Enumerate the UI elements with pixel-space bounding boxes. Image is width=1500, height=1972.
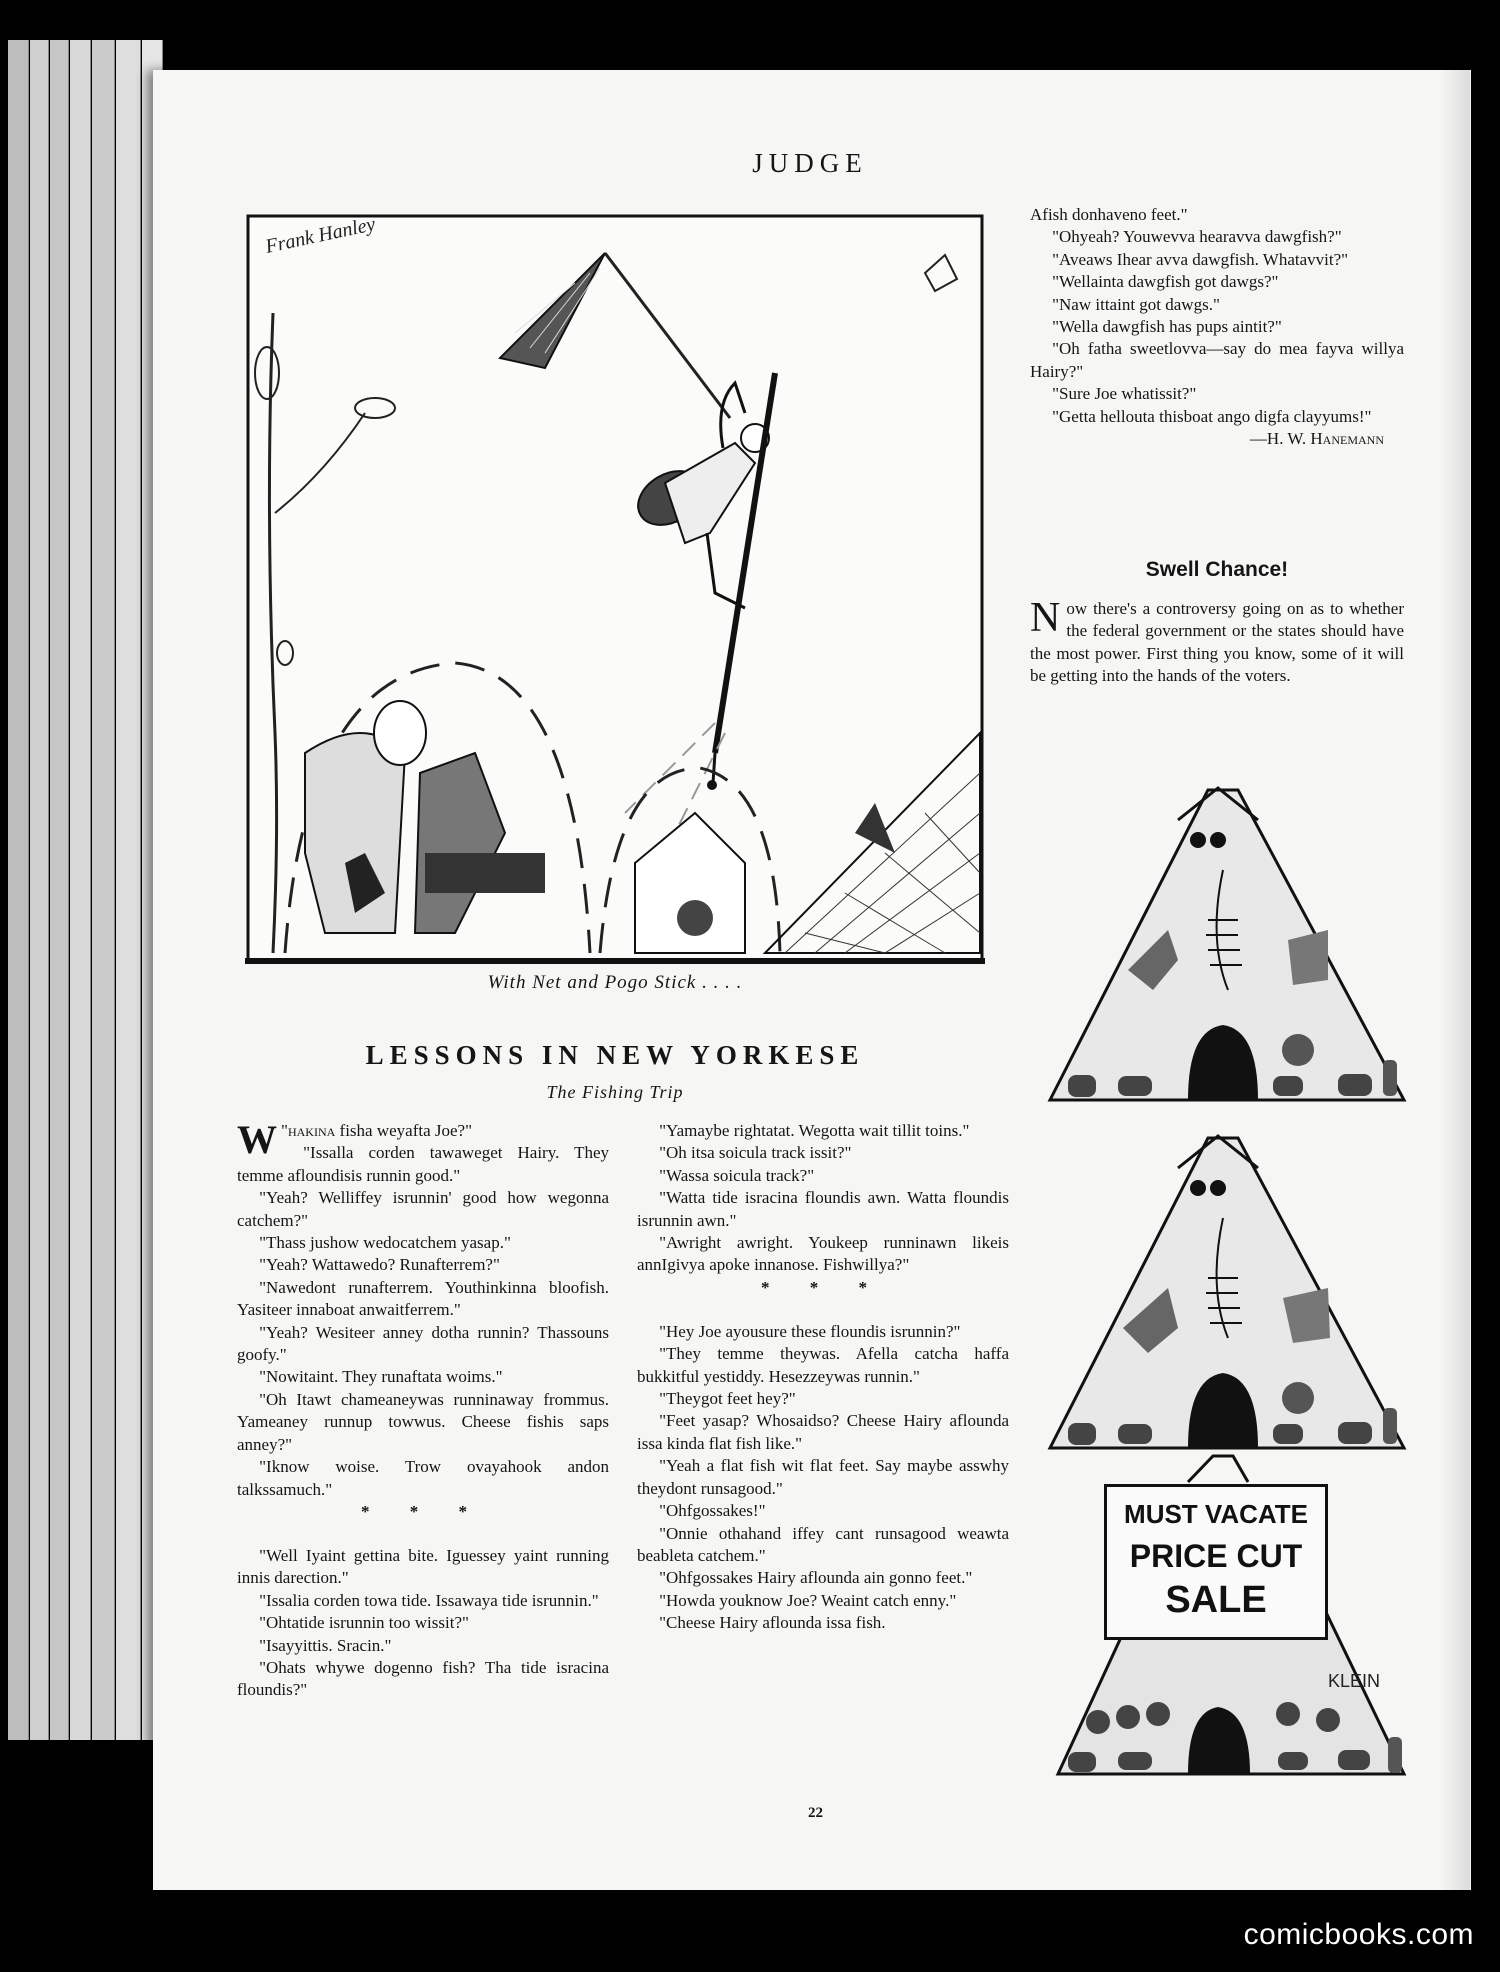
paragraph: "Ohyeah? Youwevva hearavva dawgfish?"	[1052, 227, 1342, 247]
paragraph: "Thass jushow wedocatchem yasap."	[259, 1233, 511, 1253]
paragraph: "Hey Joe ayousure these floundis isrunnin?"	[659, 1321, 961, 1341]
drop-cap: N	[1030, 595, 1061, 641]
swell-chance-text: Now there's a controversy going on as to whether the federal government or the states should have the most power. First thing you know, some of it will be getting into the hands of the voters.	[1030, 595, 1404, 686]
article-subtitle: The Fishing Trip	[546, 1082, 684, 1102]
paragraph: "Awright awright. Youkeep runninawn likeis annIgivya apoke innanose. Fishwillya?"	[637, 1233, 1009, 1275]
paragraph: "Issalia corden towa tide. Issawaya tide isrunnin."	[259, 1590, 599, 1610]
sign-line-2: PRICE CUT	[1129, 1538, 1303, 1574]
paragraph: "Ohfgossakes Hairy aflounda ain gonno feet."	[659, 1568, 973, 1588]
paragraph: "They temme theywas. Afella catcha haffa bukkitful yestiddy. Hesezzeywas runnin."	[637, 1344, 1009, 1386]
paragraph: "Wellainta dawgfish got dawgs?"	[1052, 272, 1279, 292]
paragraph: "Howda youknow Joe? Weaint catch enny."	[659, 1590, 957, 1610]
paragraph: "Iknow woise. Trow ovayahook andon talkssamuch."	[237, 1457, 609, 1499]
paragraph: "Isayyittis. Sracin."	[259, 1635, 392, 1655]
cartoon-caption: With Net and Pogo Stick . . . .	[487, 972, 743, 993]
pogo-stick-cartoon	[245, 213, 985, 965]
paragraph: "Feet yasap? Whosaidso? Cheese Hairy aflounda issa kinda flat fish like."	[637, 1411, 1009, 1453]
sign-line-3: SALE	[1165, 1579, 1267, 1621]
article-title: LESSONS IN NEW YORKESE	[365, 1040, 865, 1070]
paragraph: "Oh itsa soicula track issit?"	[659, 1143, 852, 1163]
article-column-2	[637, 1120, 1009, 1635]
tepee-panel-1	[1038, 780, 1416, 1110]
paragraph: "Ohfgossakes!"	[659, 1501, 766, 1521]
cartoon-signature: Frank Hanley	[263, 213, 378, 258]
paragraph: "Naw ittaint got dawgs."	[1052, 294, 1220, 314]
article-column-3	[1030, 204, 1404, 450]
paragraph: "Issalla corden tawaweget Hairy. They temme afloundisis runnin good."	[237, 1143, 609, 1185]
paragraph: "Ohats whywe dogenno fish? Tha tide isracina floundis?"	[237, 1657, 609, 1700]
paragraph: "Wella dawgfish has pups aintit?"	[1052, 317, 1282, 337]
paragraph: "Onnie othahand iffey cant runsagood weawta beableta catchem."	[637, 1523, 1009, 1565]
paragraph: "Cheese Hairy aflounda issa fish.	[659, 1613, 886, 1633]
paragraph: Afish donhaveno feet."	[1030, 205, 1188, 224]
klein-signature: KLEIN	[1328, 1671, 1381, 1691]
paragraph: "Watta tide isracina floundis awn. Watta floundis isrunnin awn."	[637, 1188, 1009, 1230]
paragraph: "Yeah? Wattawedo? Runafterrem?"	[259, 1255, 500, 1275]
paragraph: "Ohtatide isrunnin too wissit?"	[259, 1613, 469, 1633]
paragraph: "Sure Joe whatissit?"	[1052, 384, 1197, 404]
paragraph: "Nowitaint. They runaftata woims."	[259, 1367, 503, 1387]
first-paragraph: " W hakina fisha weyafta Joe?"	[237, 1117, 473, 1162]
paragraph: "Yeah? Wesiteer anney dotha runnin? Thassouns goofy."	[237, 1322, 609, 1365]
drop-cap: W	[237, 1117, 277, 1162]
paragraph: "Nawedont runafterrem. Youthinkinna bloofish. Yasiteer innaboat anwaitferrem."	[237, 1277, 609, 1320]
swell-chance-title: Swell Chance!	[1145, 558, 1289, 581]
paragraph: "Yeah a flat fish wit flat feet. Say maybe asswhy theydont runsagood."	[637, 1456, 1009, 1498]
paragraph: "Yeah? Welliffey isrunnin' good how wegonna catchem?"	[237, 1188, 609, 1230]
paragraph: "Aveaws Ihear avva dawgfish. Whatavvit?"	[1052, 249, 1349, 269]
tepee-panel-2	[1038, 1128, 1416, 1458]
page-number: 22	[808, 1805, 823, 1821]
book-page-edges	[8, 40, 158, 1740]
page-right-edge	[1440, 70, 1470, 1890]
paragraph: "Oh fatha sweetlovva—say do mea fayva willya Hairy?"	[1030, 339, 1404, 381]
paragraph: "Oh Itawt chameaneywas runninaway frommus. Yameaney runnup towwus. Cheese fishis saps anney?"	[237, 1389, 609, 1454]
section-break: * * *	[361, 1501, 485, 1521]
paragraph: "Well Iyaint gettina bite. Iguessey yaint running innis darection."	[237, 1545, 609, 1588]
watermark: comicbooks.com	[1243, 1918, 1474, 1951]
masthead: JUDGE	[752, 148, 868, 178]
author-signature: —H. W. Hanemann	[1249, 429, 1384, 449]
paragraph: "Getta hellouta thisboat ango digfa clayyums!"	[1052, 406, 1372, 426]
section-break: * * *	[761, 1277, 885, 1297]
sign-line-1: MUST VACATE	[1124, 1499, 1308, 1529]
paragraph: "Theygot feet hey?"	[659, 1389, 796, 1409]
article-column-1	[237, 1117, 609, 1702]
price-cut-sign	[1104, 1484, 1328, 1640]
paragraph: "Wassa soicula track?"	[659, 1165, 815, 1185]
paragraph: "Yamaybe rightatat. Wegotta wait tillit toins."	[659, 1121, 970, 1140]
